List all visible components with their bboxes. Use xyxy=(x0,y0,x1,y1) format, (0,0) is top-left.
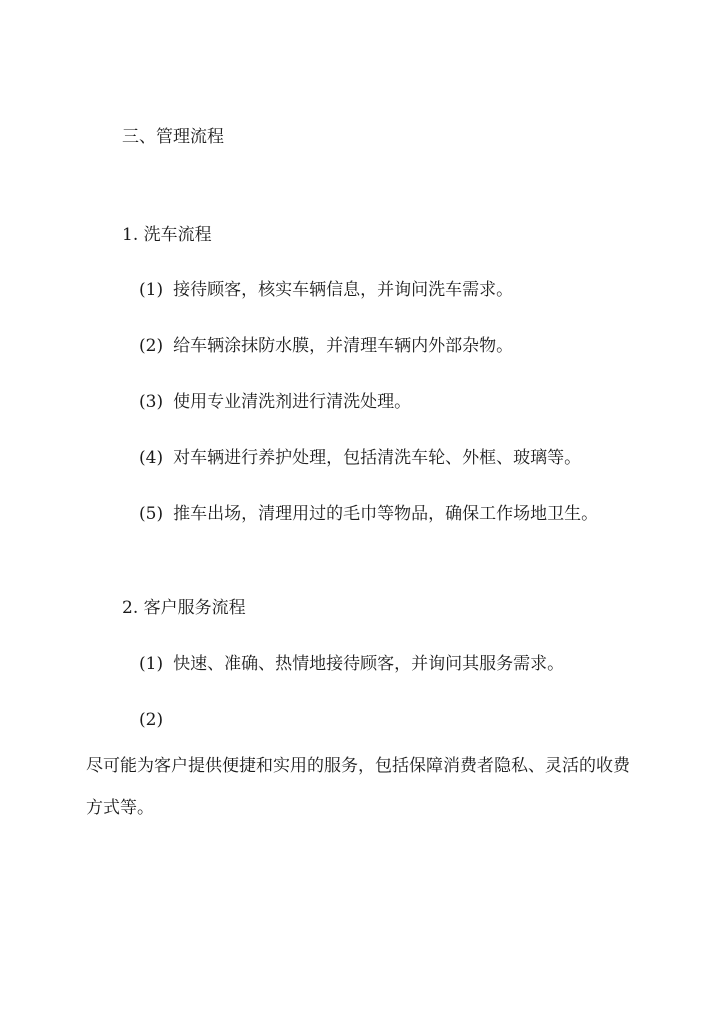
car-wash-step-4 xyxy=(139,450,581,467)
car-wash-process-heading: 1. 洗车流程 xyxy=(122,225,212,245)
car-wash-step-5 xyxy=(139,506,598,523)
customer-service-step-2-text-line-2: 方式等。 xyxy=(86,798,154,818)
step-text: 接待顾客，核实车辆信息，并询问洗车需求。 xyxy=(173,280,514,300)
customer-service-step-2-text-line-1: 尽可能为客户提供便捷和实用的服务，包括保障消费者隐私、灵活的收费 xyxy=(86,756,630,776)
customer-service-step-2 xyxy=(139,712,173,729)
step-number: (1) xyxy=(139,654,164,674)
step-number: (1) xyxy=(139,280,164,300)
car-wash-step-2 xyxy=(139,338,513,355)
step-text: 快速、准确、热情地接待顾客，并询问其服务需求。 xyxy=(173,654,565,674)
customer-service-step-1 xyxy=(139,656,564,673)
step-text: 给车辆涂抹防水膜，并清理车辆内外部杂物。 xyxy=(173,336,514,356)
section-title: 三、管理流程 xyxy=(122,127,224,147)
step-number: (2) xyxy=(139,336,164,356)
car-wash-step-1 xyxy=(139,282,513,299)
step-number: (3) xyxy=(139,392,164,412)
step-text: 使用专业清洗剂进行清洗处理。 xyxy=(173,392,412,412)
car-wash-step-3 xyxy=(139,394,411,411)
customer-service-process-heading: 2. 客户服务流程 xyxy=(122,598,246,618)
step-number: (2) xyxy=(139,710,164,730)
step-text: 对车辆进行养护处理，包括清洗车轮、外框、玻璃等。 xyxy=(173,448,582,468)
step-number: (4) xyxy=(139,448,164,468)
step-number: (5) xyxy=(139,504,164,524)
step-text: 推车出场，清理用过的毛巾等物品，确保工作场地卫生。 xyxy=(173,504,599,524)
